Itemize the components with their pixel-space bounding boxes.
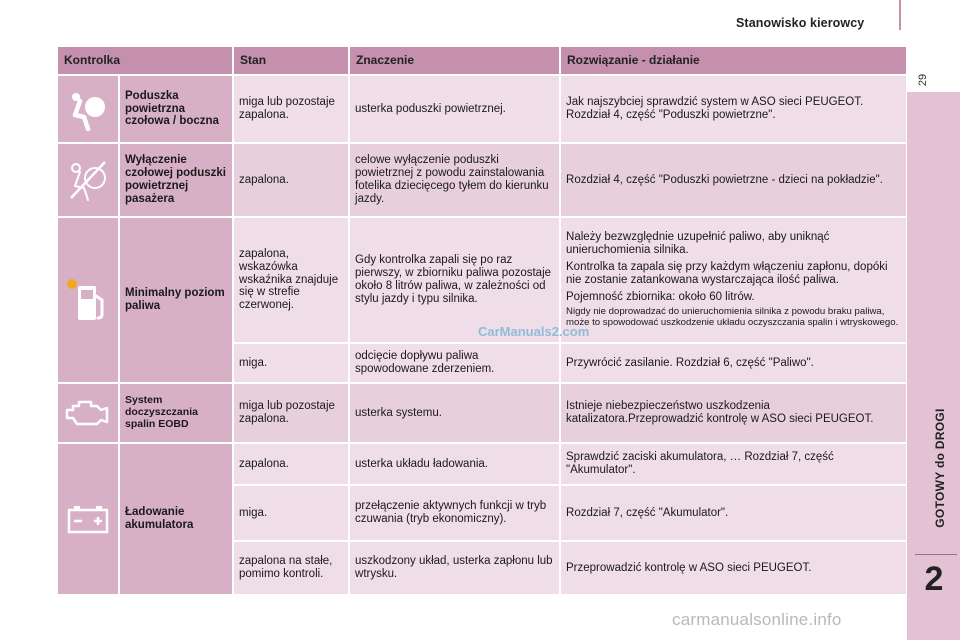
indicator-solution: Rozdział 4, część "Poduszki powietrzne - dzieci na pokładzie". bbox=[561, 144, 906, 216]
solution-paragraph: Pojemność zbiornika: około 60 litrów. bbox=[566, 290, 755, 303]
indicator-meaning: Gdy kontrolka zapali się po raz pierwszy, w zbiorniku paliwa pozostaje około 8 litrów paliwa, w zależności od stylu jazdy i typu silnika. bbox=[350, 218, 559, 342]
indicator-table bbox=[56, 45, 908, 596]
page-header-title: Stanowisko kierowcy bbox=[736, 16, 865, 30]
indicator-solution: Istnieje niebezpieczeństwo uszkodzenia katalizatora.Przeprowadzić kontrolę w ASO sieci PEUGEOT. bbox=[561, 384, 906, 442]
engine-check-icon bbox=[58, 384, 118, 442]
col-header-kontrolka: Kontrolka bbox=[58, 47, 232, 74]
indicator-state: miga lub pozostaje zapalona. bbox=[234, 76, 348, 142]
indicator-name: Wyłączenie czołowej poduszki powietrznej pasażera bbox=[120, 144, 232, 216]
chapter-sidebar bbox=[907, 92, 960, 640]
chapter-divider bbox=[915, 554, 957, 555]
fuel-pump-icon bbox=[58, 218, 118, 382]
indicator-meaning: usterka poduszki powietrznej. bbox=[350, 76, 559, 142]
indicator-state: zapalona na stałe, pomimo kontroli. bbox=[234, 542, 348, 594]
indicator-state: miga. bbox=[234, 486, 348, 540]
watermark-footer: carmanualsonline.info bbox=[672, 610, 842, 629]
indicator-solution: Rozdział 7, część "Akumulator". bbox=[561, 486, 906, 540]
indicator-state: miga lub pozostaje zapalona. bbox=[234, 384, 348, 442]
col-header-rozwiazanie: Rozwiązanie - działanie bbox=[561, 47, 906, 74]
table-row bbox=[58, 444, 906, 484]
table-row bbox=[58, 76, 906, 142]
indicator-meaning: celowe wyłączenie poduszki powietrznej z powodu zainstalowania fotelika dziecięcego tyłem do kierunku jazdy. bbox=[350, 144, 559, 216]
table-row bbox=[58, 384, 906, 442]
watermark-overlay: CarManuals2.com bbox=[478, 324, 590, 339]
solution-note: Nigdy nie doprowadzać do unieruchomienia silnika z powodu braku paliwa, może to spowodować uszkodzenie układu oczyszczania spalin i wtryskowego. bbox=[566, 306, 899, 329]
indicator-state: miga. bbox=[234, 344, 348, 382]
chapter-title: GOTOWY do DROGI bbox=[933, 408, 947, 528]
indicator-meaning: uszkodzony układ, usterka zapłonu lub wtrysku. bbox=[350, 542, 559, 594]
indicator-solution bbox=[561, 218, 906, 342]
col-header-stan: Stan bbox=[234, 47, 348, 74]
page-number: 29 bbox=[917, 73, 929, 87]
col-header-znaczenie: Znaczenie bbox=[350, 47, 559, 74]
airbag-warning-icon bbox=[58, 76, 118, 142]
indicator-state: zapalona. bbox=[234, 144, 348, 216]
table-row bbox=[58, 144, 906, 216]
solution-paragraph: Należy bezwzględnie uzupełnić paliwo, aby uniknąć unieruchomienia silnika. bbox=[566, 231, 830, 256]
indicator-name: Minimalny poziom paliwa bbox=[120, 218, 232, 382]
indicator-name: Ładowanie akumulatora bbox=[120, 444, 232, 594]
indicator-meaning: odcięcie dopływu paliwa spowodowane zderzeniem. bbox=[350, 344, 559, 382]
header-rule bbox=[899, 0, 901, 30]
battery-icon bbox=[58, 444, 118, 594]
solution-paragraph: Kontrolka ta zapala się przy każdym włączeniu zapłonu, dopóki nie zostanie zatankowana wystarczająca ilość paliwa. bbox=[566, 260, 888, 286]
indicator-meaning: usterka systemu. bbox=[350, 384, 559, 442]
indicator-solution: Przywrócić zasilanie. Rozdział 6, część "Paliwo". bbox=[561, 344, 906, 382]
indicator-meaning: usterka układu ładowania. bbox=[350, 444, 559, 484]
chapter-number: 2 bbox=[924, 560, 944, 598]
indicator-meaning: przełączenie aktywnych funkcji w tryb czuwania (tryb ekonomiczny). bbox=[350, 486, 559, 540]
indicator-solution: Jak najszybciej sprawdzić system w ASO sieci PEUGEOT. Rozdział 4, część "Poduszki powietrzne". bbox=[561, 76, 906, 142]
indicator-state: zapalona, wskazówka wskaźnika znajduje się w strefie czerwonej. bbox=[234, 218, 348, 342]
passenger-airbag-off-icon bbox=[58, 144, 118, 216]
indicator-solution: Przeprowadzić kontrolę w ASO sieci PEUGEOT. bbox=[561, 542, 906, 594]
table-header-row bbox=[58, 47, 906, 74]
indicator-name: Poduszka powietrzna czołowa / boczna bbox=[120, 76, 232, 142]
indicator-state: zapalona. bbox=[234, 444, 348, 484]
indicator-solution: Sprawdzić zaciski akumulatora, … Rozdział 7, część "Akumulator". bbox=[561, 444, 906, 484]
indicator-name: System doczyszczania spalin EOBD bbox=[120, 384, 232, 442]
